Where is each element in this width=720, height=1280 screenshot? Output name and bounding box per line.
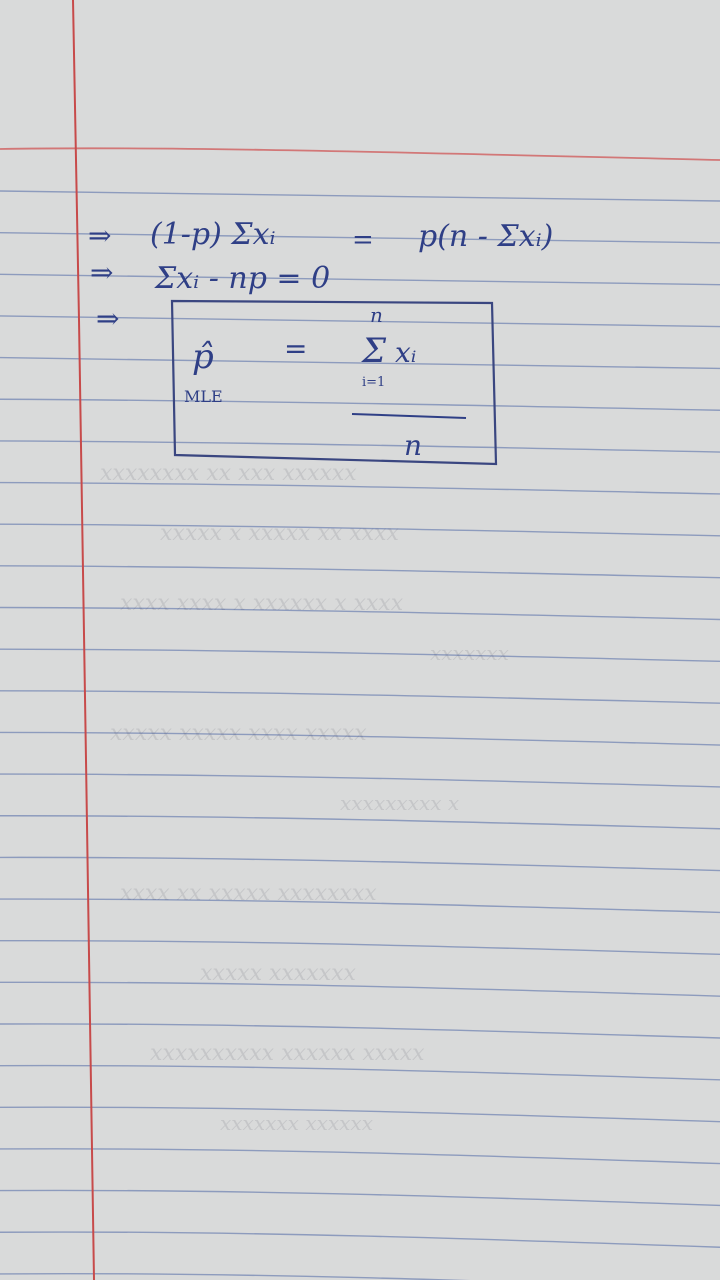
implies-arrow-1: ⇒ [88, 219, 112, 252]
numerator-term: xᵢ [395, 336, 417, 369]
line1-rhs: p(n - Σxᵢ) [418, 219, 554, 254]
svg-text:xxxxx xxxxx xxxx xxxxx: xxxxx xxxxx xxxx xxxxx [110, 721, 367, 746]
svg-text:xxxxxxxxxx xxxxxx xxxxx: xxxxxxxxxx xxxxxx xxxxx [150, 1041, 425, 1066]
svg-text:xxxxxxx xxxxxx: xxxxxxx xxxxxx [220, 1111, 373, 1135]
svg-text:xxxxxxx: xxxxxxx [430, 641, 509, 665]
result-equals: = [284, 332, 308, 365]
denominator: n [404, 429, 423, 462]
svg-text:xxxxxxxx xx xxx xxxxxx: xxxxxxxx xx xxx xxxxxx [100, 461, 357, 486]
sum-symbol: Σ [362, 331, 387, 371]
sum-upper-limit: n [370, 303, 383, 327]
implies-arrow-2: ⇒ [90, 256, 114, 289]
svg-text:xxxxx x xxxxx xx xxxx: xxxxx x xxxxx xx xxxx [160, 521, 399, 546]
svg-text:xxxx xxxx x xxxxxx x xxxx: xxxx xxxx x xxxxxx x xxxx [120, 591, 404, 616]
svg-text:xxxxxxxxx x: xxxxxxxxx x [340, 791, 460, 815]
implies-arrow-3: ⇒ [96, 302, 120, 335]
line1-equals: = [352, 225, 374, 255]
estimator-subscript: MLE [184, 387, 223, 406]
svg-text:xxxx xx xxxxx xxxxxxxx: xxxx xx xxxxx xxxxxxxx [120, 881, 377, 906]
line2-expression: Σxᵢ - np = 0 [155, 261, 331, 296]
svg-text:xxxxx xxxxxxx: xxxxx xxxxxxx [200, 961, 356, 986]
estimator-symbol: p̂ [192, 337, 214, 377]
sum-lower-limit: i=1 [362, 375, 386, 390]
line1-lhs: (1-p) Σxᵢ [150, 217, 276, 252]
